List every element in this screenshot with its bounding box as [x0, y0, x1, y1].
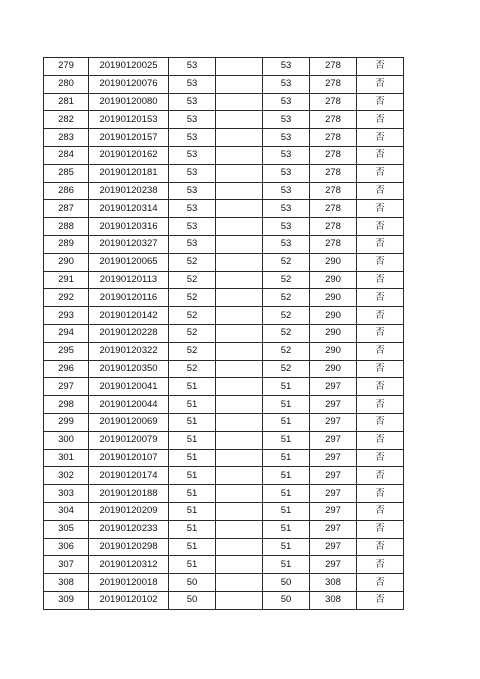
row-number-cell: 291 — [44, 271, 89, 289]
bonus-cell — [216, 164, 263, 182]
table-row — [44, 574, 404, 592]
candidate-id-cell: 20190120327 — [89, 235, 169, 253]
bonus-cell — [216, 235, 263, 253]
table-row — [44, 396, 404, 414]
candidate-id-cell: 20190120316 — [89, 218, 169, 236]
row-number-cell: 303 — [44, 485, 89, 503]
candidate-id-cell: 20190120322 — [89, 342, 169, 360]
table-row — [44, 378, 404, 396]
bonus-cell — [216, 360, 263, 378]
candidate-id-cell: 20190120228 — [89, 324, 169, 342]
bonus-cell — [216, 449, 263, 467]
qualified-cell: 否 — [357, 289, 404, 307]
final-score-cell: 53 — [263, 111, 310, 129]
qualified-cell: 否 — [357, 200, 404, 218]
final-score-cell: 53 — [263, 218, 310, 236]
row-number-cell: 308 — [44, 574, 89, 592]
row-number-cell: 299 — [44, 413, 89, 431]
rank-cell: 297 — [310, 485, 357, 503]
rank-cell: 297 — [310, 520, 357, 538]
candidate-id-cell: 20190120181 — [89, 164, 169, 182]
score-cell: 53 — [169, 164, 216, 182]
table-row — [44, 235, 404, 253]
rank-cell: 278 — [310, 58, 357, 76]
table-row — [44, 182, 404, 200]
table-row — [44, 342, 404, 360]
bonus-cell — [216, 324, 263, 342]
row-number-cell: 294 — [44, 324, 89, 342]
rank-cell: 290 — [310, 324, 357, 342]
rank-cell: 278 — [310, 93, 357, 111]
bonus-cell — [216, 271, 263, 289]
candidate-id-cell: 20190120209 — [89, 502, 169, 520]
rank-cell: 290 — [310, 271, 357, 289]
score-cell: 51 — [169, 413, 216, 431]
qualified-cell: 否 — [357, 307, 404, 325]
rank-cell: 278 — [310, 200, 357, 218]
score-cell: 51 — [169, 467, 216, 485]
row-number-cell: 284 — [44, 146, 89, 164]
qualified-cell: 否 — [357, 467, 404, 485]
final-score-cell: 53 — [263, 93, 310, 111]
candidate-id-cell: 20190120157 — [89, 129, 169, 147]
bonus-cell — [216, 307, 263, 325]
final-score-cell: 51 — [263, 556, 310, 574]
table-row — [44, 58, 404, 76]
candidate-id-cell: 20190120113 — [89, 271, 169, 289]
candidate-id-cell: 20190120312 — [89, 556, 169, 574]
bonus-cell — [216, 467, 263, 485]
rank-cell: 297 — [310, 413, 357, 431]
qualified-cell: 否 — [357, 378, 404, 396]
score-cell: 51 — [169, 556, 216, 574]
score-cell: 51 — [169, 538, 216, 556]
qualified-cell: 否 — [357, 182, 404, 200]
bonus-cell — [216, 574, 263, 592]
qualified-cell: 否 — [357, 360, 404, 378]
bonus-cell — [216, 342, 263, 360]
score-cell: 53 — [169, 146, 216, 164]
row-number-cell: 302 — [44, 467, 89, 485]
rank-cell: 278 — [310, 164, 357, 182]
candidate-id-cell: 20190120076 — [89, 75, 169, 93]
qualified-cell: 否 — [357, 574, 404, 592]
table-row — [44, 253, 404, 271]
candidate-id-cell: 20190120025 — [89, 58, 169, 76]
bonus-cell — [216, 129, 263, 147]
score-cell: 51 — [169, 431, 216, 449]
qualified-cell: 否 — [357, 75, 404, 93]
candidate-id-cell: 20190120116 — [89, 289, 169, 307]
final-score-cell: 51 — [263, 449, 310, 467]
score-cell: 53 — [169, 235, 216, 253]
bonus-cell — [216, 111, 263, 129]
candidate-id-cell: 20190120174 — [89, 467, 169, 485]
row-number-cell: 301 — [44, 449, 89, 467]
bonus-cell — [216, 520, 263, 538]
score-cell: 52 — [169, 253, 216, 271]
bonus-cell — [216, 413, 263, 431]
bonus-cell — [216, 485, 263, 503]
final-score-cell: 53 — [263, 75, 310, 93]
rank-cell: 290 — [310, 307, 357, 325]
table-row — [44, 485, 404, 503]
row-number-cell: 285 — [44, 164, 89, 182]
qualified-cell: 否 — [357, 58, 404, 76]
score-cell: 53 — [169, 58, 216, 76]
final-score-cell: 51 — [263, 413, 310, 431]
row-number-cell: 289 — [44, 235, 89, 253]
final-score-cell: 50 — [263, 591, 310, 609]
qualified-cell: 否 — [357, 93, 404, 111]
row-number-cell: 287 — [44, 200, 89, 218]
bonus-cell — [216, 218, 263, 236]
table-row — [44, 360, 404, 378]
bonus-cell — [216, 289, 263, 307]
qualified-cell: 否 — [357, 271, 404, 289]
candidate-id-cell: 20190120069 — [89, 413, 169, 431]
final-score-cell: 52 — [263, 324, 310, 342]
qualified-cell: 否 — [357, 413, 404, 431]
rank-cell: 297 — [310, 449, 357, 467]
table-row — [44, 200, 404, 218]
row-number-cell: 309 — [44, 591, 89, 609]
qualified-cell: 否 — [357, 342, 404, 360]
rank-cell: 290 — [310, 342, 357, 360]
candidate-id-cell: 20190120314 — [89, 200, 169, 218]
candidate-id-cell: 20190120142 — [89, 307, 169, 325]
rank-cell: 308 — [310, 574, 357, 592]
final-score-cell: 53 — [263, 146, 310, 164]
candidate-id-cell: 20190120350 — [89, 360, 169, 378]
row-number-cell: 283 — [44, 129, 89, 147]
table-row — [44, 467, 404, 485]
score-table-body — [44, 58, 404, 610]
score-cell: 51 — [169, 502, 216, 520]
final-score-cell: 52 — [263, 253, 310, 271]
qualified-cell: 否 — [357, 235, 404, 253]
candidate-id-cell: 20190120080 — [89, 93, 169, 111]
row-number-cell: 304 — [44, 502, 89, 520]
final-score-cell: 53 — [263, 58, 310, 76]
qualified-cell: 否 — [357, 218, 404, 236]
score-cell: 52 — [169, 289, 216, 307]
bonus-cell — [216, 182, 263, 200]
candidate-id-cell: 20190120102 — [89, 591, 169, 609]
qualified-cell: 否 — [357, 111, 404, 129]
table-row — [44, 271, 404, 289]
table-row — [44, 93, 404, 111]
bonus-cell — [216, 431, 263, 449]
table-row — [44, 431, 404, 449]
candidate-id-cell: 20190120065 — [89, 253, 169, 271]
row-number-cell: 280 — [44, 75, 89, 93]
row-number-cell: 307 — [44, 556, 89, 574]
final-score-cell: 52 — [263, 289, 310, 307]
table-row — [44, 502, 404, 520]
row-number-cell: 290 — [44, 253, 89, 271]
row-number-cell: 295 — [44, 342, 89, 360]
bonus-cell — [216, 556, 263, 574]
rank-cell: 297 — [310, 538, 357, 556]
candidate-id-cell: 20190120188 — [89, 485, 169, 503]
bonus-cell — [216, 396, 263, 414]
score-table — [43, 57, 404, 610]
final-score-cell: 53 — [263, 164, 310, 182]
final-score-cell: 51 — [263, 378, 310, 396]
candidate-id-cell: 20190120079 — [89, 431, 169, 449]
score-cell: 51 — [169, 378, 216, 396]
candidate-id-cell: 20190120233 — [89, 520, 169, 538]
score-cell: 53 — [169, 93, 216, 111]
qualified-cell: 否 — [357, 164, 404, 182]
bonus-cell — [216, 146, 263, 164]
score-cell: 50 — [169, 574, 216, 592]
candidate-id-cell: 20190120153 — [89, 111, 169, 129]
final-score-cell: 53 — [263, 200, 310, 218]
final-score-cell: 51 — [263, 431, 310, 449]
final-score-cell: 51 — [263, 396, 310, 414]
table-row — [44, 556, 404, 574]
table-row — [44, 538, 404, 556]
score-cell: 51 — [169, 396, 216, 414]
table-row — [44, 146, 404, 164]
qualified-cell: 否 — [357, 396, 404, 414]
rank-cell: 297 — [310, 396, 357, 414]
rank-cell: 297 — [310, 467, 357, 485]
row-number-cell: 298 — [44, 396, 89, 414]
table-row — [44, 129, 404, 147]
score-cell: 53 — [169, 182, 216, 200]
score-cell: 52 — [169, 324, 216, 342]
table-row — [44, 324, 404, 342]
final-score-cell: 52 — [263, 307, 310, 325]
score-cell: 51 — [169, 449, 216, 467]
qualified-cell: 否 — [357, 324, 404, 342]
candidate-id-cell: 20190120018 — [89, 574, 169, 592]
final-score-cell: 52 — [263, 342, 310, 360]
candidate-id-cell: 20190120162 — [89, 146, 169, 164]
row-number-cell: 279 — [44, 58, 89, 76]
qualified-cell: 否 — [357, 556, 404, 574]
qualified-cell: 否 — [357, 449, 404, 467]
score-cell: 52 — [169, 342, 216, 360]
final-score-cell: 53 — [263, 182, 310, 200]
row-number-cell: 292 — [44, 289, 89, 307]
table-row — [44, 520, 404, 538]
table-row — [44, 289, 404, 307]
table-row — [44, 218, 404, 236]
rank-cell: 278 — [310, 129, 357, 147]
qualified-cell: 否 — [357, 520, 404, 538]
rank-cell: 308 — [310, 591, 357, 609]
table-row — [44, 164, 404, 182]
score-cell: 50 — [169, 591, 216, 609]
rank-cell: 297 — [310, 431, 357, 449]
rank-cell: 297 — [310, 556, 357, 574]
qualified-cell: 否 — [357, 591, 404, 609]
score-cell: 53 — [169, 129, 216, 147]
rank-cell: 278 — [310, 111, 357, 129]
bonus-cell — [216, 58, 263, 76]
candidate-id-cell: 20190120238 — [89, 182, 169, 200]
row-number-cell: 293 — [44, 307, 89, 325]
candidate-id-cell: 20190120044 — [89, 396, 169, 414]
final-score-cell: 52 — [263, 271, 310, 289]
rank-cell: 278 — [310, 182, 357, 200]
rank-cell: 278 — [310, 218, 357, 236]
candidate-id-cell: 20190120041 — [89, 378, 169, 396]
table-row — [44, 591, 404, 609]
final-score-cell: 51 — [263, 502, 310, 520]
final-score-cell: 51 — [263, 485, 310, 503]
qualified-cell: 否 — [357, 129, 404, 147]
qualified-cell: 否 — [357, 146, 404, 164]
qualified-cell: 否 — [357, 253, 404, 271]
bonus-cell — [216, 502, 263, 520]
qualified-cell: 否 — [357, 431, 404, 449]
candidate-id-cell: 20190120107 — [89, 449, 169, 467]
rank-cell: 290 — [310, 360, 357, 378]
qualified-cell: 否 — [357, 538, 404, 556]
row-number-cell: 288 — [44, 218, 89, 236]
table-row — [44, 111, 404, 129]
rank-cell: 290 — [310, 253, 357, 271]
final-score-cell: 50 — [263, 574, 310, 592]
score-cell: 51 — [169, 485, 216, 503]
score-cell: 53 — [169, 218, 216, 236]
row-number-cell: 300 — [44, 431, 89, 449]
rank-cell: 297 — [310, 502, 357, 520]
table-row — [44, 307, 404, 325]
bonus-cell — [216, 93, 263, 111]
qualified-cell: 否 — [357, 502, 404, 520]
score-cell: 51 — [169, 520, 216, 538]
row-number-cell: 286 — [44, 182, 89, 200]
score-cell: 53 — [169, 111, 216, 129]
rank-cell: 278 — [310, 146, 357, 164]
score-cell: 53 — [169, 200, 216, 218]
rank-cell: 278 — [310, 75, 357, 93]
score-cell: 53 — [169, 75, 216, 93]
bonus-cell — [216, 75, 263, 93]
table-row — [44, 413, 404, 431]
final-score-cell: 53 — [263, 129, 310, 147]
bonus-cell — [216, 378, 263, 396]
score-cell: 52 — [169, 360, 216, 378]
row-number-cell: 282 — [44, 111, 89, 129]
final-score-cell: 53 — [263, 235, 310, 253]
table-row — [44, 449, 404, 467]
score-cell: 52 — [169, 307, 216, 325]
candidate-id-cell: 20190120298 — [89, 538, 169, 556]
row-number-cell: 305 — [44, 520, 89, 538]
table-row — [44, 75, 404, 93]
final-score-cell: 52 — [263, 360, 310, 378]
row-number-cell: 281 — [44, 93, 89, 111]
row-number-cell: 306 — [44, 538, 89, 556]
row-number-cell: 296 — [44, 360, 89, 378]
bonus-cell — [216, 538, 263, 556]
rank-cell: 278 — [310, 235, 357, 253]
bonus-cell — [216, 591, 263, 609]
final-score-cell: 51 — [263, 538, 310, 556]
rank-cell: 290 — [310, 289, 357, 307]
row-number-cell: 297 — [44, 378, 89, 396]
score-cell: 52 — [169, 271, 216, 289]
rank-cell: 297 — [310, 378, 357, 396]
bonus-cell — [216, 200, 263, 218]
bonus-cell — [216, 253, 263, 271]
final-score-cell: 51 — [263, 520, 310, 538]
qualified-cell: 否 — [357, 485, 404, 503]
final-score-cell: 51 — [263, 467, 310, 485]
